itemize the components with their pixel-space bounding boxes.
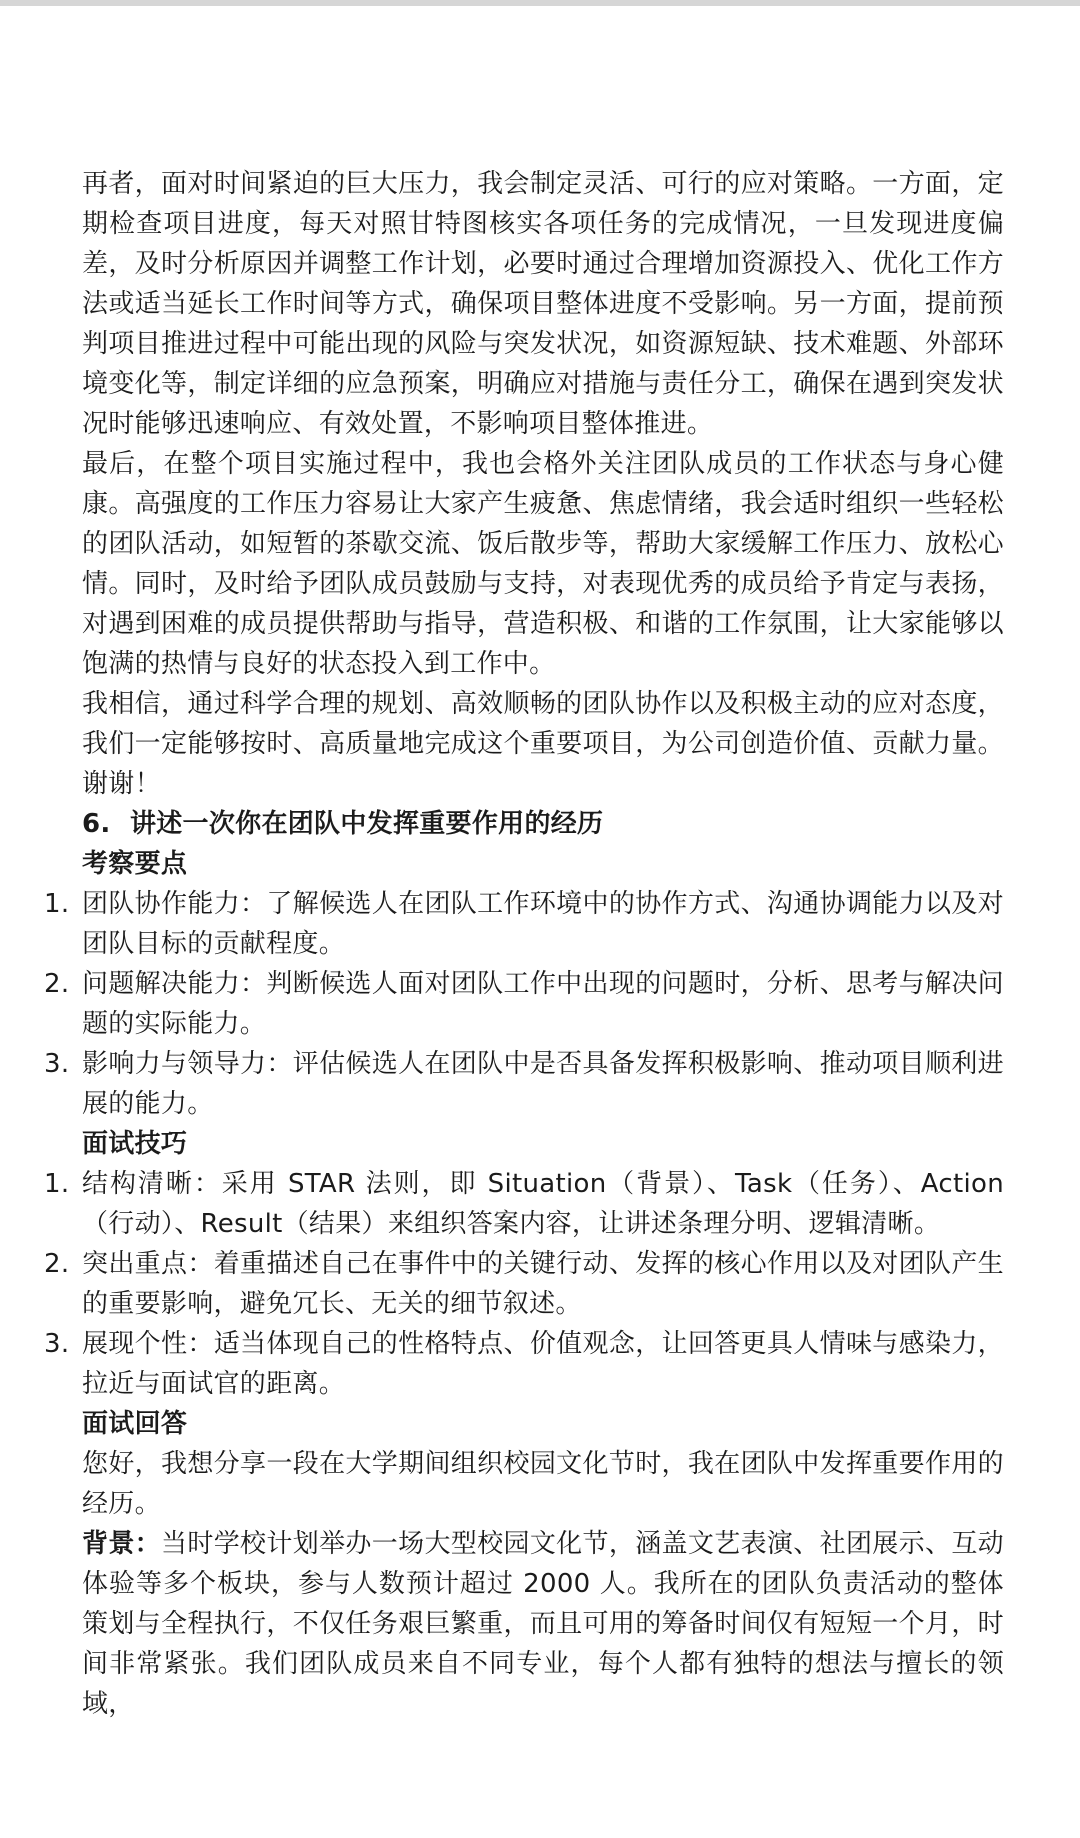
list-item — [44, 1324, 1004, 1404]
list-item-text: 团队协作能力：了解候选人在团队工作环境中的协作方式、沟通协调能力以及对团队目标的贡献程度。 — [82, 889, 1004, 959]
section-heading-answer: 面试回答 — [82, 1409, 188, 1439]
section-heading-points: 考察要点 — [82, 849, 188, 879]
tips-list — [44, 1164, 1004, 1404]
paragraph-team-wellbeing: 最后，在整个项目实施过程中，我也会格外关注团队成员的工作状态与身心健康。高强度的工作压力容易让大家产生疲惫、焦虑情绪，我会适时组织一些轻松的团队活动，如短暂的茶歇交流、饭后散步等，帮助大家缓解工作压力、放松心情。同时，及时给予团队成员鼓励与支持，对表现优秀的成员给予肯定与表扬，对遇到困难的成员提供帮助与指导，营造积极、和谐的工作氛围，让大家能够以饱满的热情与良好的状态投入到工作中。 — [82, 449, 1004, 679]
list-number: 3. — [44, 1049, 70, 1079]
answer-opening: 您好，我想分享一段在大学期间组织校园文化节时，我在团队中发挥重要作用的经历。 — [82, 1449, 1004, 1519]
question-number: 6. — [82, 809, 111, 839]
section-heading-tips: 面试技巧 — [82, 1129, 188, 1159]
background-text: 当时学校计划举办一场大型校园文化节，涵盖文艺表演、社团展示、互动体验等多个板块，参与人数预计超过 2000 人。我所在的团队负责活动的整体策划与全程执行，不仅任务艰巨繁重，而且可用的筹备时间仅有短短一个月，时间非常紧张。我们团队成员来自不同专业，每个人都有独特的想法与擅长的领域， — [82, 1529, 1004, 1719]
list-number: 2. — [44, 1249, 70, 1279]
points-list — [44, 884, 1004, 1124]
list-number: 2. — [44, 969, 70, 999]
list-item — [44, 884, 1004, 964]
question-heading — [82, 804, 1004, 844]
list-number: 1. — [44, 1169, 70, 1199]
paragraph-pressure: 再者，面对时间紧迫的巨大压力，我会制定灵活、可行的应对策略。一方面，定期检查项目进度，每天对照甘特图核实各项任务的完成情况，一旦发现进度偏差，及时分析原因并调整工作计划，必要时通过合理增加资源投入、优化工作方法或适当延长工作时间等方式，确保项目整体进度不受影响。另一方面，提前预判项目推进过程中可能出现的风险与突发状况，如资源短缺、技术难题、外部环境变化等，制定详细的应急预案，明确应对措施与责任分工，确保在遇到突发状况时能够迅速响应、有效处置，不影响项目整体推进。 — [82, 169, 1004, 439]
list-item-text: 展现个性：适当体现自己的性格特点、价值观念，让回答更具人情味与感染力，拉近与面试官的距离。 — [82, 1329, 1004, 1399]
list-item-text: 突出重点：着重描述自己在事件中的关键行动、发挥的核心作用以及对团队产生的重要影响，避免冗长、无关的细节叙述。 — [82, 1249, 1004, 1319]
background-label: 背景： — [82, 1529, 162, 1559]
answer-background — [82, 1524, 1004, 1724]
list-item-text: 结构清晰：采用 STAR 法则，即 Situation（背景）、Task（任务）、Action（行动）、Result（结果）来组织答案内容，让讲述条理分明、逻辑清晰。 — [82, 1169, 1004, 1239]
list-number: 3. — [44, 1329, 70, 1359]
top-edge-strip — [0, 0, 1080, 6]
list-item — [44, 1044, 1004, 1124]
list-item — [44, 1164, 1004, 1244]
document-page — [44, 164, 1004, 1724]
list-item-text: 问题解决能力：判断候选人面对团队工作中出现的问题时，分析、思考与解决问题的实际能力。 — [82, 969, 1004, 1039]
list-number: 1. — [44, 889, 70, 919]
question-title: 讲述一次你在团队中发挥重要作用的经历 — [129, 809, 604, 839]
list-item — [44, 1244, 1004, 1324]
list-item — [44, 964, 1004, 1044]
paragraph-conclusion: 我相信，通过科学合理的规划、高效顺畅的团队协作以及积极主动的应对态度，我们一定能够按时、高质量地完成这个重要项目，为公司创造价值、贡献力量。谢谢！ — [82, 689, 1004, 799]
list-item-text: 影响力与领导力：评估候选人在团队中是否具备发挥积极影响、推动项目顺利进展的能力。 — [82, 1049, 1004, 1119]
